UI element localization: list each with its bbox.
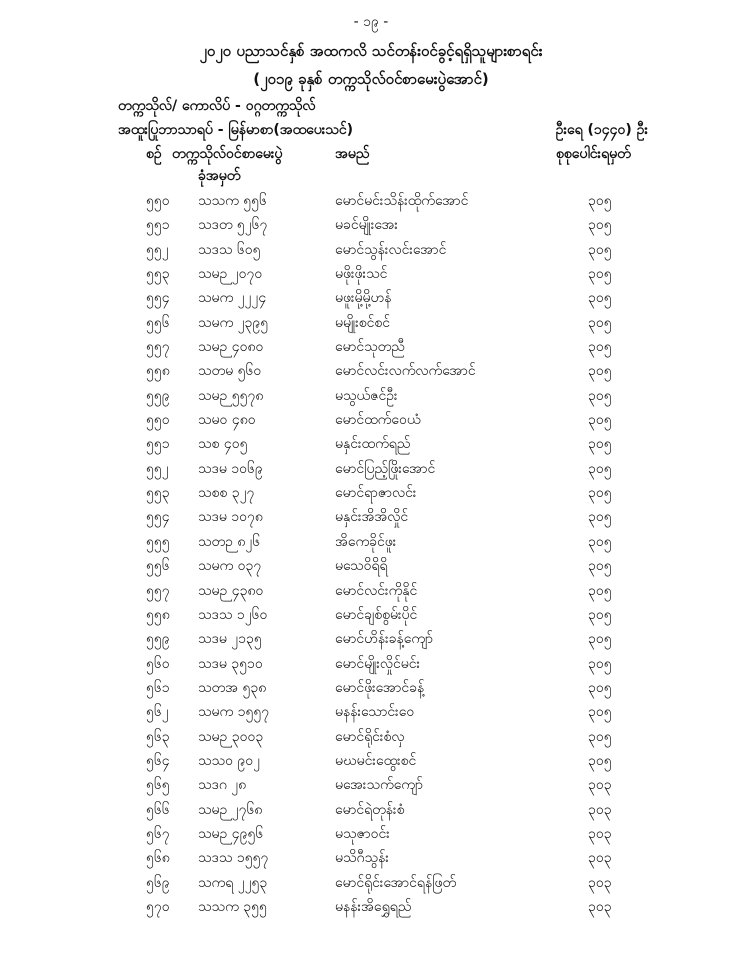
total-marks: ၃၀၃ [588, 801, 612, 818]
student-name: မဃမင်းထွေးစင် [335, 752, 417, 769]
student-name: မောင်ရဲတုန်းစံ [335, 801, 405, 818]
table-row [0, 895, 742, 919]
student-name: မောင်ပြည့်ဖြိုးအောင် [335, 460, 436, 477]
total-marks: ၃၀၅ [588, 509, 612, 526]
roll-number: သမဉ ၄၃၈၀ [198, 582, 264, 599]
total-marks: ၃၀၅ [588, 314, 612, 331]
row-number: ၅၅၄ [146, 290, 170, 307]
roll-number: သဒဂ ၂၈ [198, 777, 247, 794]
row-number: ၅၅၇ [146, 339, 170, 356]
student-name: မောင်ရာဇာလင်း [335, 485, 417, 502]
total-marks: ၃၀၅ [588, 339, 612, 356]
total-marks: ၃၀၅ [588, 704, 612, 721]
row-number: ၅၅၃ [146, 266, 170, 283]
row-number: ၅၅၁ [146, 436, 170, 453]
document-title: ၂၀၂၀ ပညာသင်နှစ် အထကလိ သင်တန်းဝင်ခွင့်ရရှိသူများစာရင်း [199, 42, 543, 60]
student-name: မသုဇာဝင်း [335, 825, 390, 842]
table-row [0, 359, 742, 383]
row-number: ၅၅၂ [146, 460, 169, 477]
student-name: မောင်သွန်းလင်းအောင် [335, 241, 447, 258]
table-row [0, 871, 742, 895]
row-number: ၅၅၉ [146, 631, 170, 648]
row-number: ၅၅၄ [146, 509, 170, 526]
total-marks: ၃၀၅ [588, 241, 612, 258]
roll-number: သတဉ ၈၂၆ [198, 533, 261, 550]
row-number: ၅၅၀ [146, 193, 170, 209]
table-row [0, 603, 742, 627]
table-row [0, 189, 742, 213]
total-marks: ၃၀၅ [588, 655, 612, 672]
row-number: ၅၅၀ [146, 412, 170, 429]
total-marks: ၃၀၃ [588, 874, 612, 891]
student-name: မနှင်းအိအိလှိုင် [335, 509, 409, 526]
total-marks: ၃၀၅ [588, 217, 612, 234]
table-row [0, 311, 742, 335]
roll-number: သသက ၃၅၅ [198, 898, 267, 915]
student-name: မနှင်းထက်ရည် [335, 436, 411, 453]
student-name: မနန်းသောင်းဝေ [335, 704, 415, 721]
student-name: မောင်သုတညီ [335, 339, 405, 356]
column-header-roll: တက္ကသိုလ်ဝင်စာမေးပွဲ [172, 146, 283, 162]
roll-number: သဒသ ၁၂၆၀ [198, 606, 268, 623]
roll-number: သမက ၁၅၅၇ [198, 704, 270, 721]
student-name: မောင်ရိုင်းအောင်ရန်ဖြတ် [335, 874, 457, 891]
university-label: တက္ကသိုလ်/ ကောလိပ် - ဝဂ္ဂတက္ကသိုလ် [118, 98, 316, 114]
row-number: ၅၆၈ [146, 850, 170, 867]
table-row [0, 481, 742, 505]
student-name: မောင်ရိုင်းစံလှ [335, 728, 405, 745]
column-header-no: စဉ် [146, 146, 162, 162]
table-row [0, 579, 742, 603]
roll-number: သစစ ၃၂၇ [198, 485, 255, 502]
roll-number: သမက ၂၃၉၅ [198, 314, 269, 331]
table-row [0, 725, 742, 749]
roll-number: သသဝ ၉၀၂ [198, 752, 261, 769]
table-row [0, 505, 742, 529]
total-marks: ၃၀၅ [588, 193, 612, 209]
total-marks: ၃၀၃ [588, 850, 612, 867]
table-row [0, 749, 742, 773]
subject-label: အထူးပြုဘာသာရပ် - မြန်မာစာ(အထပေးသင်) [118, 122, 353, 138]
student-name: မနန်းအိရွှေရည် [335, 898, 412, 915]
row-number: ၅၅၁ [146, 217, 170, 234]
document-subtitle: (၂၀၁၉ ခုနှစ် တက္ကသိုလ်ဝင်စာမေးပွဲအောင်) [253, 70, 489, 88]
total-marks: ၃၀၅ [588, 436, 612, 453]
roll-number: သမဉ ၃၀၀၃ [198, 728, 264, 745]
student-name: မသိဂီသွန်း [335, 850, 389, 867]
column-header-name: အမည် [335, 146, 370, 162]
table-row [0, 457, 742, 481]
total-marks: ၃၀၅ [588, 266, 612, 283]
total-marks: ၃၀၃ [588, 898, 612, 915]
roll-number: သတမ ၅၆၀ [198, 363, 262, 380]
roll-number: သဒမ ၁၀၇၈ [198, 509, 263, 526]
table-row [0, 530, 742, 554]
student-name: မအေးသက်ကျော် [335, 777, 423, 794]
table-row [0, 627, 742, 651]
roll-number: သသက ၅၅၆ [198, 193, 267, 209]
roll-number: သဒသ ၆၀၅ [198, 241, 261, 258]
row-number: ၅၅၅ [146, 533, 170, 550]
table-row [0, 846, 742, 870]
total-marks: ၃၀၅ [588, 363, 612, 380]
row-number: ၅၆၂ [146, 704, 169, 721]
total-marks: ၃၀၅ [588, 582, 612, 599]
row-number: ၅၅၈ [146, 363, 170, 380]
column-header-roll-line2: ခုံအမှတ် [198, 168, 241, 184]
table-row [0, 700, 742, 724]
roll-number: သစ ၄၀၅ [198, 436, 248, 453]
roll-number: သဒမ ၁၀၆၉ [198, 460, 263, 477]
total-marks: ၃၀၅ [588, 631, 612, 648]
results-table [0, 189, 742, 919]
roll-number: သမဉ ၄၉၅၆ [198, 825, 264, 842]
row-number: ၅၅၇ [146, 582, 170, 599]
row-number: ၅၆၇ [146, 825, 170, 842]
row-number: ၅၅၉ [146, 387, 170, 404]
roll-number: သမဉ ၂၇၆၈ [198, 801, 263, 818]
row-number: ၅၆၁ [146, 679, 170, 696]
total-marks: ၃၀၅ [588, 485, 612, 502]
student-name: မောင်လင်းလက်လက်အောင် [335, 363, 476, 380]
roll-number: သဒသ ၁၅၅၇ [198, 850, 269, 867]
roll-number: သမဉ ၂၀၇၀ [198, 266, 263, 283]
student-name: မောင်ဟိန်းခန့်ကျော် [335, 631, 434, 648]
table-row [0, 798, 742, 822]
total-marks: ၃၀၅ [588, 558, 612, 575]
student-name: မောင်မျိုးလှိုင်မင်း [335, 655, 421, 672]
total-marks: ၃၀၅ [588, 728, 612, 745]
page-number: - ၁၉ - [353, 14, 389, 30]
student-name: မောင်ဖိုးအောင်ခန့် [335, 679, 425, 696]
total-marks: ၃၀၅ [588, 290, 612, 307]
table-row [0, 262, 742, 286]
roll-number: သတအ ၅၃၈ [198, 679, 267, 696]
row-number: ၅၆၉ [146, 874, 170, 891]
table-row [0, 335, 742, 359]
roll-number: သကရ ၂၂၅၃ [198, 874, 268, 891]
total-marks: ၃၀၅ [588, 752, 612, 769]
student-name: မောင်လင်းကိုနိုင် [335, 582, 418, 599]
row-number: ၅၅၂ [146, 241, 169, 258]
roll-number: သမဉ ၅၅၇၈ [198, 387, 264, 404]
student-name: မောင်ထက်ဝေယံ [335, 412, 421, 429]
table-row [0, 554, 742, 578]
student-name: မသွယ်ဇင်ဦး [335, 387, 398, 404]
roll-number: သမဉ ၄၀၈၀ [198, 339, 264, 356]
table-row [0, 432, 742, 456]
table-row [0, 286, 742, 310]
row-number: ၅၇၀ [146, 898, 170, 915]
student-name: မဖူးမို့မို့ဟန် [335, 290, 392, 307]
table-row [0, 652, 742, 676]
student-name: မဖိုးဖိုးသင် [335, 266, 388, 283]
total-marks: ၃၀၅ [588, 412, 612, 429]
table-row [0, 676, 742, 700]
roll-number: သဒမ ၂၁၃၅ [198, 631, 262, 648]
total-marks: ၃၀၅ [588, 387, 612, 404]
row-number: ၅၆၆ [146, 801, 170, 818]
row-number: ၅၆၀ [146, 655, 170, 672]
row-number: ၅၅၆ [146, 558, 170, 575]
table-row [0, 384, 742, 408]
table-row [0, 773, 742, 797]
total-marks: ၃၀၃ [588, 777, 612, 794]
student-name: မသေဝိရိရိ [335, 558, 388, 575]
student-name: မခင်မျိုးအေး [335, 217, 398, 234]
row-number: ၅၅၈ [146, 606, 170, 623]
table-row [0, 408, 742, 432]
roll-number: သမက ၀၃၇ [198, 558, 262, 575]
column-header-marks: စုစုပေါင်းရမှတ် [556, 146, 631, 162]
total-marks: ၃၀၅ [588, 679, 612, 696]
roll-number: သဒမ ၃၅၁၀ [198, 655, 263, 672]
table-row [0, 822, 742, 846]
row-number: ၅၅၃ [146, 485, 170, 502]
row-number: ၅၅၆ [146, 314, 170, 331]
student-name: မောင်ချစ်စွမ်းပိုင် [335, 606, 418, 623]
student-name: မမျိုးစင်စင် [335, 314, 391, 331]
row-number: ၅၆၅ [146, 777, 170, 794]
table-row [0, 213, 742, 237]
total-marks: ၃၀၃ [588, 825, 612, 842]
table-row [0, 238, 742, 262]
roll-number: သမက ၂၂၂၄ [198, 290, 267, 307]
roll-number: သဒတ ၅၂၆၇ [198, 217, 268, 234]
total-marks: ၃၀၅ [588, 533, 612, 550]
student-name: အိကေခိုင်ဖူး [335, 533, 397, 550]
total-marks: ၃၀၅ [588, 606, 612, 623]
student-name: မောင်မင်းသိန်းထိုက်အောင် [335, 193, 469, 209]
row-number: ၅၆၄ [146, 752, 170, 769]
row-number: ၅၆၃ [146, 728, 170, 745]
total-count: ဦးရေ (၁၄၄၀) ဦး [555, 122, 648, 138]
total-marks: ၃၀၅ [588, 460, 612, 477]
roll-number: သမဝ ၄၈၀ [198, 412, 256, 429]
